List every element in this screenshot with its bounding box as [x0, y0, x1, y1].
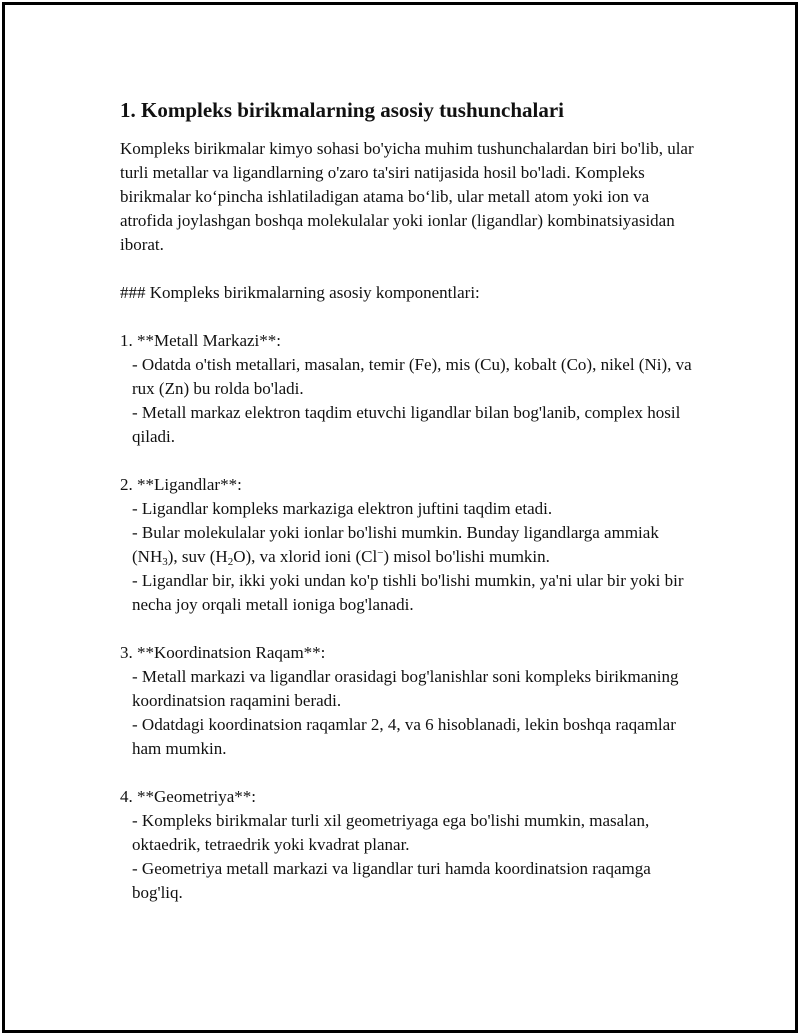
document-content [120, 97, 700, 905]
document-page [2, 2, 798, 1033]
intro-paragraph: Kompleks birikmalar kimyo sohasi bo'yicha muhim tushunchalardan biri bo'lib, ular turli metallar va ligandlarning o'zaro ta'siri natijasida hosil bo'ladi. Kompleks birikmalar koʻpincha ishlatiladigan atama boʻlib, ular metall atom yoki ion va atrofida joylashgan boshqa molekulalar yoki ionlar (ligandlar) kombinatsiyasidan iborat. [120, 139, 694, 254]
section-4-heading: 4. **Geometriya**: [120, 787, 256, 806]
section-1-heading: 1. **Metall Markazi**: [120, 331, 281, 350]
section-4-bullet-1: - Kompleks birikmalar turli xil geometriyaga ega bo'lishi mumkin, masalan, oktaedrik, tetraedrik yoki kvadrat planar. [132, 811, 650, 854]
section-3-heading: 3. **Koordinatsion Raqam**: [120, 643, 326, 662]
section-2-bullet-2: - Bular molekulalar yoki ionlar bo'lishi mumkin. Bunday ligandlarga ammiak $(NH_3)$, suv $(H_2O)$, va xlorid ioni (Cl−) misol bo'lishi mumkin. [132, 523, 659, 568]
section-1-bullet-2: - Metall markaz elektron taqdim etuvchi ligandlar bilan bog'lanib, complex hosil qiladi. [132, 403, 681, 446]
section-2-bullet-1: - Ligandlar kompleks markaziga elektron juftini taqdim etadi. [132, 499, 553, 518]
section-3-bullet-2: - Odatdagi koordinatsion raqamlar 2, 4, va 6 hisoblanadi, lekin boshqa raqamlar ham mumkin. [132, 715, 676, 758]
section-2-heading: 2. **Ligandlar**: [120, 475, 242, 494]
components-heading: ### Kompleks birikmalarning asosiy komponentlari: [120, 283, 480, 302]
document-title: 1. Kompleks birikmalarning asosiy tushunchalari [120, 98, 565, 122]
section-3-bullet-1: - Metall markazi va ligandlar orasidagi bog'lanishlar soni kompleks birikmaning koordinatsion raqamini beradi. [132, 667, 679, 710]
section-4-bullet-2: - Geometriya metall markazi va ligandlar turi hamda koordinatsion raqamga bog'liq. [132, 859, 651, 902]
section-2-bullet-3: - Ligandlar bir, ikki yoki undan ko'p tishli bo'lishi mumkin, ya'ni ular bir yoki bir necha joy orqali metall ioniga bog'lanadi. [132, 571, 684, 614]
section-1-bullet-1: - Odatda o'tish metallari, masalan, temir (Fe), mis (Cu), kobalt (Co), nikel (Ni), va rux (Zn) bu rolda bo'ladi. [132, 355, 692, 398]
